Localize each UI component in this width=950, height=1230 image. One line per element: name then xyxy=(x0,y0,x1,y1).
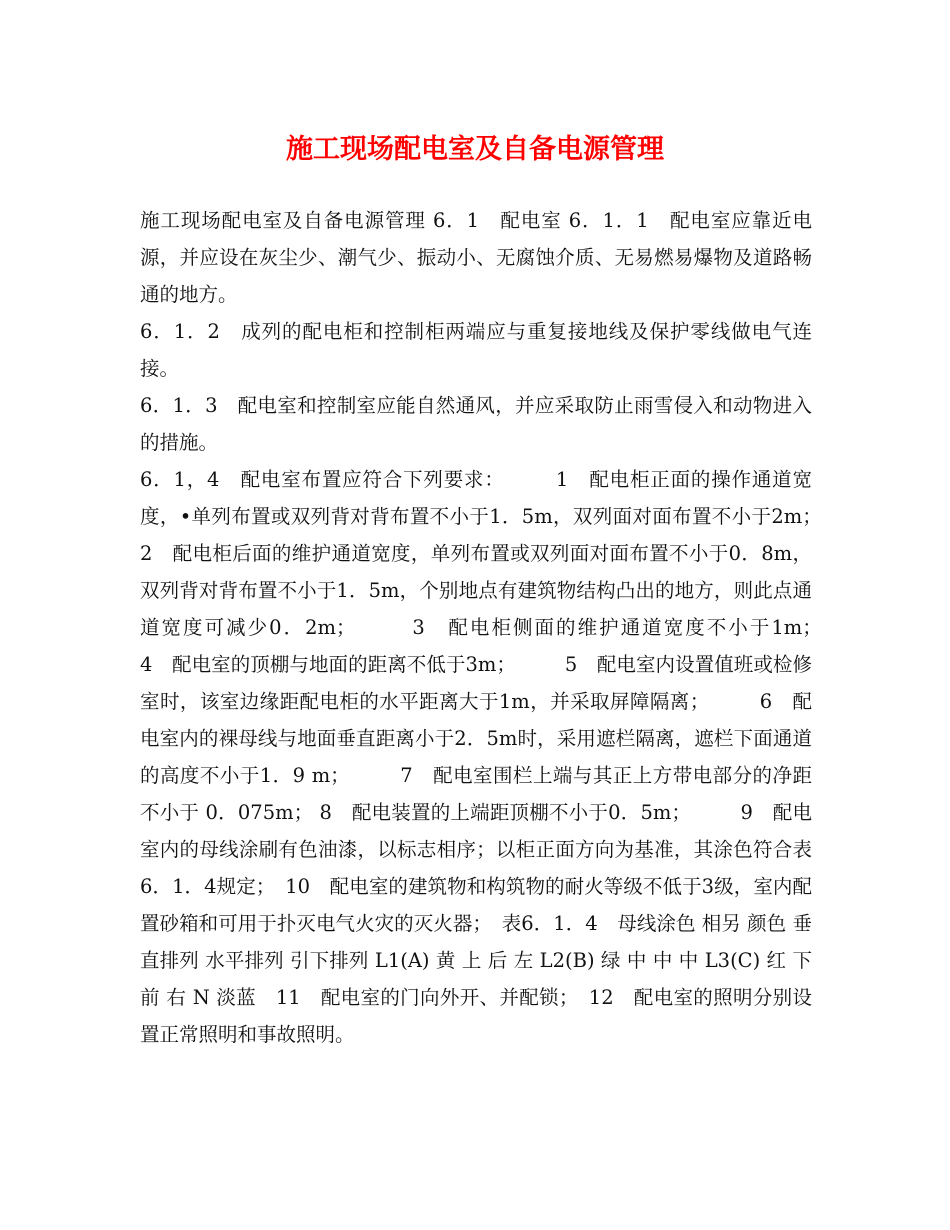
paragraph-6-1-4: 6．1，4 配电室布置应符合下列要求： 1 配电柜正面的操作通道宽度，•单列布置或双列背对背布置不小于1．5m，双列面对面布置不小于2m； 2 配电柜后面的维护通道宽度，单列布置或双列面对面布置不小于0．8m，双列背对背布置不小于1．5m，个别地点有建筑物结构凸出的地方，则此点通道宽度可减少0．2m； 3 配电柜侧面的维护通道宽度不小于1m； 4 配电室的顶棚与地面的距离不低于3m； 5 配电室内设置值班或检修室时，该室边缘距配电柜的水平距离大于1m，并采取屏障隔离； 6 配电室内的裸母线与地面垂直距离小于2．5m时，采用遮栏隔离，遮栏下面通道的高度不小于1．9 m； 7 配电室围栏上端与其正上方带电部分的净距不小于 0．075m； 8 配电装置的上端距顶棚不小于0．5m； 9 配电室内的母线涂刷有色油漆，以标志相序；以柜正面方向为基准，其涂色符合表6．1．4规定； 10 配电室的建筑物和构筑物的耐火等级不低于3级，室内配置砂箱和可用于扑灭电气火灾的灭火器； 表6．1．4 母线涂色 相另 颜色 垂直排列 水平排列 引下排列 L1(A) 黄 上 后 左 L2(B) 绿 中 中 中 L3(C) 红 下 前 右 N 淡蓝 11 配电室的门向外开、并配锁； 12 配电室的照明分别设置正常照明和事故照明。 xyxy=(140,468,871,1046)
paragraph-6-1-3: 6．1．3 配电室和控制室应能自然通风，并应采取防止雨雪侵入和动物进入的措施。 xyxy=(140,394,812,454)
document-body xyxy=(140,202,871,1053)
document-title: 施工现场配电室及自备电源管理 xyxy=(286,134,664,165)
paragraph-6-1-2: 6．1．2 成列的配电柜和控制柜两端应与重复接地线及保护零线做电气连接。 xyxy=(140,320,812,380)
paragraph-6-1-1: 施工现场配电室及自备电源管理 6．1 配电室 6．1．1 配电室应靠近电源，并应设在灰尘少、潮气少、振动小、无腐蚀介质、无易燃易爆物及道路畅通的地方。 xyxy=(140,209,812,306)
